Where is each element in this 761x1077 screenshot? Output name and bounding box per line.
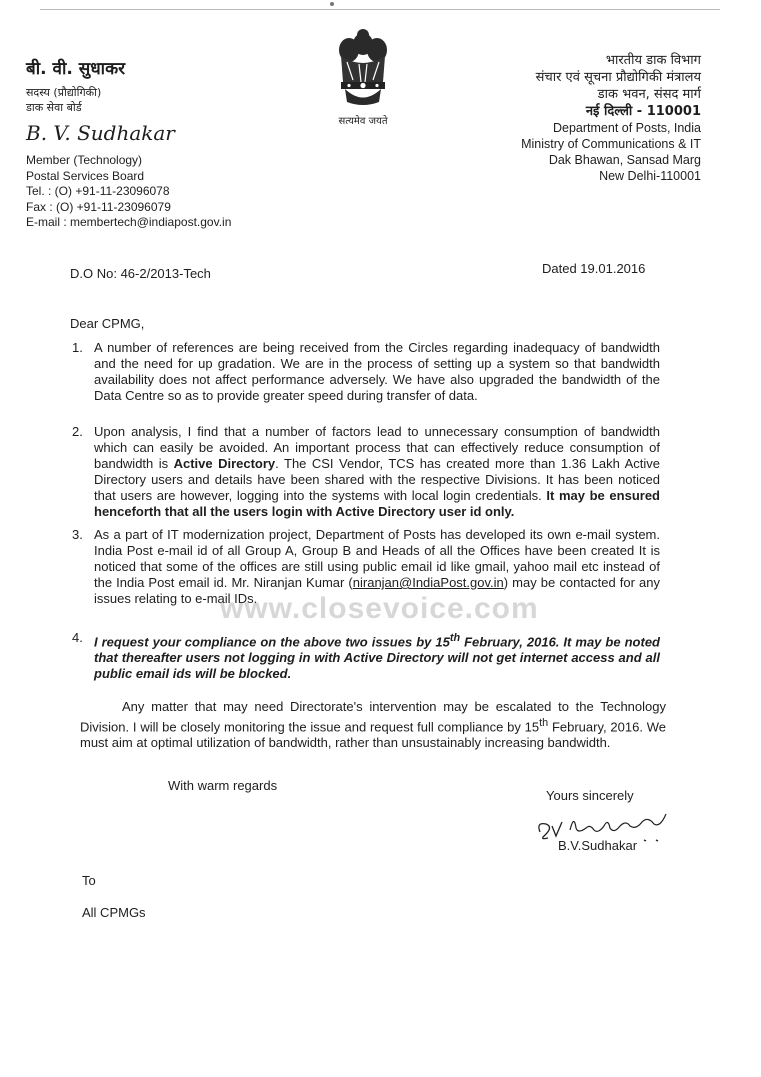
sender-fax: Fax : (O) +91-11-23096079 bbox=[26, 199, 171, 214]
paragraph-text-part: I request your compliance on the above two issues by 15 bbox=[94, 634, 450, 650]
paragraph-number: 1. bbox=[72, 340, 83, 355]
emblem-motto: सत्यमेव जयते bbox=[338, 116, 388, 127]
recipients: All CPMGs bbox=[82, 905, 146, 920]
paragraph-number: 3. bbox=[72, 527, 83, 542]
department-address bbox=[441, 52, 701, 184]
paragraph-text-part: February, 2016. We must aim at optimal utilization of bandwidth, rather than unsustainably increasing bandwidth. bbox=[80, 719, 666, 751]
active-directory-emphasis: Active Directory bbox=[173, 456, 276, 471]
paragraph-1 bbox=[72, 340, 660, 404]
paragraph-text bbox=[94, 630, 660, 682]
paragraph-text-part: ) may be contacted for any issues relating to e-mail IDs. bbox=[94, 575, 660, 606]
sender-tel: Tel. : (O) +91-11-23096078 bbox=[26, 184, 170, 198]
ordinal-suffix: th bbox=[539, 717, 549, 729]
watermark: www.closevoice.com bbox=[220, 592, 539, 625]
regards: With warm regards bbox=[168, 778, 278, 793]
login-requirement-emphasis: It may be ensured henceforth that all the users login with Active Directory user id only. bbox=[94, 488, 660, 519]
paragraph-text-part: As a part of IT modernization project, Department of Posts has developed its own e-mail system. India Post e-mail id of all Group A, Group B and Heads of all the Offices have been created It is noticed that some of the offices are still using public email id like gmail, yahoo mail etc instead of the India Post email id. Mr. Niranjan Kumar ( bbox=[94, 527, 660, 590]
sender-board: Postal Services Board bbox=[26, 168, 145, 183]
sender-name-hindi: बी. वी. सुधाकर bbox=[26, 59, 126, 79]
national-emblem bbox=[330, 26, 396, 127]
dept-line4: New Delhi-110001 bbox=[599, 169, 701, 183]
paragraph-4 bbox=[72, 630, 660, 682]
sender-designation: Member (Technology) bbox=[26, 153, 143, 167]
yours-sincerely: Yours sincerely bbox=[546, 788, 634, 803]
paragraph-text-part: February, 2016. It may be noted that thereafter users not logging in with Active Directory will not get internet access and all public email ids will be blocked. bbox=[94, 634, 660, 682]
national-emblem-icon bbox=[333, 26, 393, 112]
sender-title-hindi: सदस्य (प्रौद्योगिकी) bbox=[26, 86, 102, 99]
dept-line1-hindi: भारतीय डाक विभाग bbox=[605, 53, 701, 68]
paragraph-text-part: . The CSI Vendor, TCS has created more than 1.36 Lakh Active Directory users and details have been shared with the respective Divisions. It has been noticed that users are however, logging into the systems with local login credentials. bbox=[94, 456, 660, 503]
scan-mark bbox=[330, 2, 334, 6]
letter-date: Dated 19.01.2016 bbox=[542, 261, 646, 276]
sender-letterhead bbox=[26, 56, 286, 231]
contact-email-link[interactable]: niranjan@IndiaPost.gov.in bbox=[352, 575, 504, 590]
paragraph-number: 2. bbox=[72, 424, 83, 439]
dept-line3-hindi: डाक भवन, संसद मार्ग bbox=[597, 87, 701, 102]
sender-name-script: B. V. Sudhakar bbox=[26, 121, 175, 145]
salutation: Dear CPMG, bbox=[70, 316, 145, 331]
dept-line4-hindi: नई दिल्ली - 110001 bbox=[585, 104, 701, 119]
do-number: D.O No: 46-2/2013-Tech bbox=[70, 266, 211, 281]
ordinal-suffix: th bbox=[449, 632, 461, 644]
paragraph-text: A number of references are being received from the Circles regarding inadequacy of bandwidth and the need for up gradation. We are in the process of setting up a system so that bandwidth availability does not affect performance adversely. We have also upgraded the bandwidth of the Data Centre so as to provide greater speed during transfer of data. bbox=[94, 340, 660, 403]
paragraph-text bbox=[94, 424, 660, 520]
paragraph-number: 4. bbox=[72, 630, 83, 645]
sender-email: E-mail : membertech@indiapost.gov.in bbox=[26, 215, 232, 229]
closing-paragraph bbox=[80, 699, 666, 751]
scan-edge-line bbox=[40, 9, 720, 10]
signatory-name: B.V.Sudhakar bbox=[558, 838, 638, 853]
to-label: To bbox=[82, 873, 96, 888]
paragraph-2 bbox=[72, 424, 660, 520]
dept-line2-hindi: संचार एवं सूचना प्रौद्योगिकी मंत्रालय bbox=[535, 70, 701, 85]
dept-line1: Department of Posts, India bbox=[553, 121, 701, 135]
sender-board-hindi: डाक सेवा बोर्ड bbox=[26, 101, 82, 114]
paragraph-text-part: Any matter that may need Directorate's intervention may be escalated to the Technology Division. I will be closely monitoring the issue and request full compliance by 15 bbox=[80, 699, 666, 735]
dept-line3: Dak Bhawan, Sansad Marg bbox=[548, 153, 701, 167]
dept-line2: Ministry of Communications & IT bbox=[521, 137, 701, 151]
paragraph-text-part: Upon analysis, I find that a number of factors lead to unnecessary consumption of bandwidth which can easily be avoided. An important process that can effectively reduce consumption of bandwidth is bbox=[94, 424, 660, 471]
